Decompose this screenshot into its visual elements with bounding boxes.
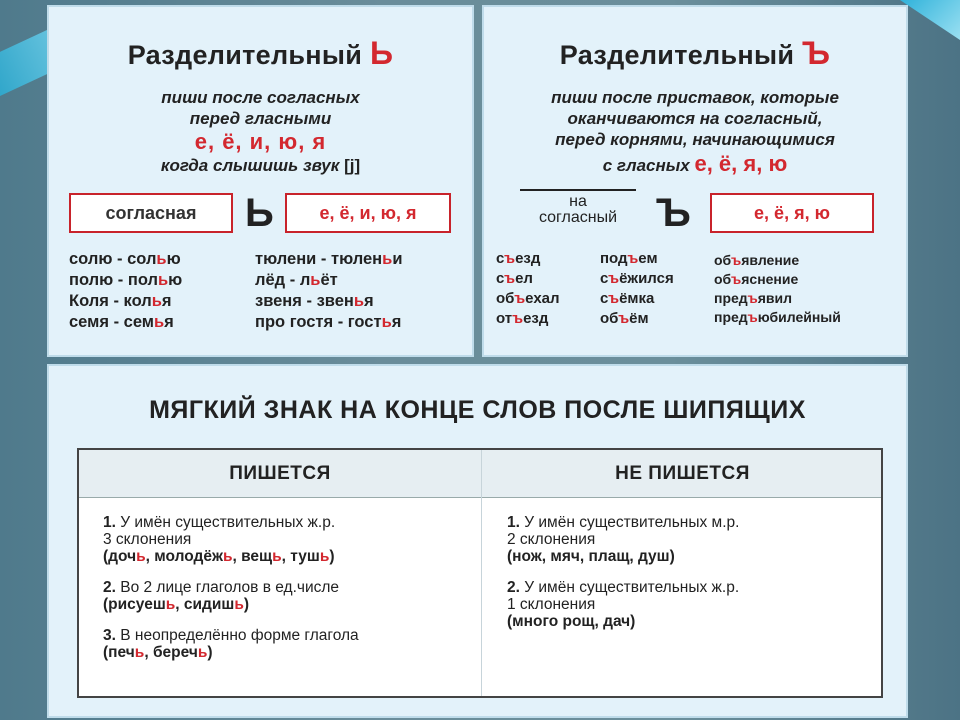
example-word-ending: и (392, 250, 403, 268)
rule-examples: (печь, беречь) (103, 644, 213, 661)
example-word-ending: ёт (320, 271, 338, 289)
rule-number: 2. (103, 579, 116, 596)
example-word: объявление (714, 252, 800, 268)
example-row (69, 270, 182, 291)
example-row (69, 312, 182, 333)
written-cell (103, 514, 473, 675)
example-word-stem: звен (316, 292, 354, 310)
scheme-prefix-top: на (569, 193, 587, 210)
example-word: звеня (255, 292, 302, 310)
rule-text-2: 3 склонения (103, 531, 192, 548)
hard-sign-title (484, 35, 906, 72)
hard-sign-rule-line-2: оканчиваются на согласный, (567, 109, 823, 128)
example-soft-sign: ь (310, 271, 321, 289)
rule-item (103, 514, 473, 565)
example-soft-sign: ь (381, 313, 392, 331)
rule-item (507, 579, 877, 630)
example-word: съел (496, 270, 533, 287)
example-dash: - (113, 271, 128, 289)
example-row (255, 312, 402, 333)
example-word: про гостя (255, 313, 334, 331)
example-word-ending: я (391, 313, 402, 331)
example-soft-sign: ь (353, 292, 365, 310)
header-not-written: НЕ ПИШЕТСЯ (615, 463, 750, 484)
soft-examples-left (69, 249, 182, 333)
not-written-cell (507, 514, 877, 644)
example-word: объяснение (714, 271, 799, 287)
table-column-divider (481, 450, 482, 696)
example-word: съёжился (600, 270, 674, 287)
hard-sign-rule-line-3: перед корнями, начинающимися (555, 130, 835, 149)
hard-sign-rule-line-4 (484, 153, 906, 176)
example-row (69, 291, 182, 312)
soft-sign-rule-sound (49, 155, 472, 176)
example-word-ending: ю (168, 271, 183, 289)
example-dash: - (108, 313, 124, 331)
example-word: отъезд (496, 310, 549, 327)
soft-sign-rule-line-1: пиши после согласных (161, 88, 360, 107)
soft-sign-rule-line-2: перед гласными (189, 109, 332, 128)
example-word-ending: ю (166, 250, 181, 268)
soft-examples-right (255, 249, 402, 333)
header-written: ПИШЕТСЯ (229, 463, 331, 484)
rule-text-2: 2 склонения (507, 531, 596, 548)
example-word-stem: пол (127, 271, 159, 289)
hard-sign-title-text: Разделительный (559, 40, 795, 70)
soft-sign-rule-sound-text: когда слышишь звук (160, 156, 340, 175)
example-soft-sign: ь (151, 292, 162, 310)
hushing-panel-title: МЯГКИЙ ЗНАК НА КОНЦЕ СЛОВ ПОСЛЕ ШИПЯЩИХ (149, 396, 806, 424)
example-row (69, 249, 182, 270)
scheme-hard-sign: Ъ (656, 191, 691, 235)
scheme-consonant-box: согласная (69, 193, 233, 233)
table-header (79, 450, 881, 498)
example-word: объехал (496, 290, 560, 307)
example-dash: - (112, 250, 128, 268)
hard-sign-vowels: е, ё, я, ю (694, 151, 788, 176)
rule-text: В неопределённо форме глагола (115, 627, 359, 644)
hard-sign-rule-text: с гласных (602, 156, 690, 175)
rule-text: У имён существительных ж.р. (519, 579, 740, 596)
hard-sign-panel (482, 5, 908, 357)
soft-sign-title (49, 35, 472, 72)
scheme-soft-sign: Ь (245, 191, 274, 235)
rule-text: Во 2 лице глаголов в ед.числе (115, 579, 340, 596)
rule-examples: (дочь, молодёжь, вещь, тушь) (103, 548, 335, 565)
hard-sign-letter: Ъ (802, 35, 831, 71)
scheme-prefix (520, 189, 636, 226)
example-word-ending: я (364, 292, 374, 310)
soft-sign-letter: Ь (369, 35, 394, 71)
scheme-vowels-box: е, ё, и, ю, я (285, 193, 451, 233)
example-dash: - (285, 271, 300, 289)
example-soft-sign: ь (156, 250, 167, 268)
example-word-ending: я (161, 292, 172, 310)
rule-text-2: 1 склонения (507, 596, 596, 613)
example-word: объём (600, 310, 649, 327)
scheme-prefix-bar (520, 189, 636, 191)
rule-text: У имён существительных ж.р. (115, 514, 336, 531)
rule-examples: (рисуешь, сидишь) (103, 596, 250, 613)
example-dash: - (316, 250, 331, 268)
rule-number: 1. (507, 514, 520, 531)
example-soft-sign: ь (154, 313, 165, 331)
example-dash: - (333, 313, 348, 331)
rule-text: У имён существительных м.р. (519, 514, 740, 531)
example-word-stem: гост (347, 313, 382, 331)
example-word: предъюбилейный (714, 309, 841, 325)
example-soft-sign: ь (382, 250, 393, 268)
rules-table (77, 448, 883, 698)
example-row (255, 270, 402, 291)
example-word: Коля (69, 292, 109, 310)
hard-examples-col-2 (600, 249, 674, 329)
example-soft-sign: ь (158, 271, 169, 289)
rule-item (103, 579, 473, 613)
hard-examples-col-1 (496, 249, 560, 329)
example-word: лёд (255, 271, 286, 289)
rule-number: 3. (103, 627, 116, 644)
example-word: подъем (600, 250, 658, 267)
example-word: предъявил (714, 290, 792, 306)
example-word-stem: сем (123, 313, 154, 331)
soft-sign-panel (47, 5, 474, 357)
rule-examples: (много рощ, дач) (507, 613, 636, 630)
soft-sign-vowels: е, ё, и, ю, я (194, 129, 327, 154)
rule-item (507, 514, 877, 565)
example-dash: - (301, 292, 317, 310)
decorative-corner-right (900, 0, 960, 40)
example-word-ending: я (164, 313, 174, 331)
soft-sign-title-text: Разделительный (127, 40, 363, 70)
example-row (255, 291, 402, 312)
example-word-stem: тюлен (330, 250, 383, 268)
example-word-stem: сол (127, 250, 157, 268)
example-word: семя (69, 313, 109, 331)
rule-item (103, 627, 473, 661)
example-word-stem: л (299, 271, 311, 289)
example-word-stem: кол (123, 292, 152, 310)
example-word: солю (69, 250, 113, 268)
hard-sign-rule-line-1: пиши после приставок, которые (551, 88, 839, 107)
hushing-sounds-panel (47, 364, 908, 718)
example-word: съёмка (600, 290, 655, 307)
example-word: полю (69, 271, 114, 289)
hard-examples-col-3 (714, 251, 841, 327)
example-dash: - (108, 292, 124, 310)
example-row (255, 249, 402, 270)
scheme-prefix-bottom: согласный (538, 209, 618, 226)
rule-number: 1. (103, 514, 116, 531)
scheme-hard-vowels-box: е, ё, я, ю (710, 193, 874, 233)
rule-examples: (нож, мяч, плащ, душ) (507, 548, 675, 565)
soft-sign-sound-symbol: [j] (344, 156, 361, 175)
rule-number: 2. (507, 579, 520, 596)
example-word: тюлени (255, 250, 317, 268)
example-word: съезд (496, 250, 541, 267)
